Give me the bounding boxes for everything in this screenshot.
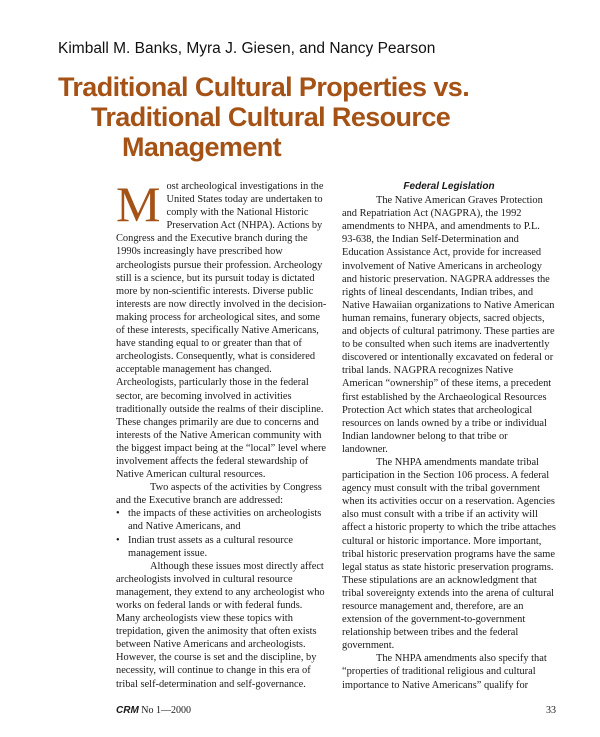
- paragraph: Although these issues most directly affect archeologists involved in cultural resource management, they extend to any archeologist who works on federal lands or with federal funds. Many archeologists view these topics with trepidation, given the animosity that often exists between Native Americans and archeologists. However, the course is set and the discipline, by necessity, will continue to change in this era of tribal self-determination and self-governance.: [116, 560, 325, 690]
- list-item: [116, 534, 328, 560]
- bullet-icon: •: [116, 508, 120, 520]
- section-heading: Federal Legislation: [403, 181, 495, 192]
- paragraph: The Native American Graves Protection and Repatriation Act (NAGPRA), the 1992 amendments to NHPA, and amendments to P.L. 93-638, the Indian Self-Determination and Education Assistance Act, provide for increased involvement of Native Americans in archeology and historic preservation. NAGPRA addresses the rights of lineal descendants, Indian tribes, and Native Hawaiian organizations to Native American human remains, funerary objects, sacred objects, and objects of cultural patrimony. These parties are to be consulted when such items are inadvertently discovered or intentionally excavated on federal or tribal lands. NAGPRA recognizes Native American “ownership” of these items, a precedent first established by the Archaeological Resources Protection Act which states that archeological resources on lands owned by a tribe or individual Indian landowner belong to that tribe or landowner.: [342, 195, 555, 455]
- bullet-list: [116, 507, 328, 559]
- journal-name: CRM: [116, 705, 139, 716]
- page-footer: [116, 705, 556, 719]
- list-item-text: the impacts of these activities on archeologists and Native Americans, and: [128, 508, 322, 533]
- paragraph: The NHPA amendments also specify that “properties of traditional religious and cultural importance to Native Americans” qualify for: [342, 653, 547, 690]
- title-line-2: Traditional Cultural Resource: [91, 102, 451, 132]
- right-column: [342, 180, 556, 690]
- intro-paragraph: [116, 180, 328, 481]
- left-column: [116, 180, 328, 690]
- paragraph: Two aspects of the activities by Congress and the Executive branch are addressed:: [116, 482, 322, 507]
- intro-text: ost archeological investigations in the United States today are undertaken to comply with the National Historic Preservation Act (NHPA). Actions by Congress and the Executive branch during the 1990s increasingly have prescribed how archeologists pursue their profession. Archeology still is a science, but its pursuit today is dictated more by non-scientific interests. Diverse public interests are now directly involved in the decision-making process for archeological sites, and some of these interests, specifically Native Americans, have standing equal to or greater than that of archeologists. Consequently, what is considered acceptable management has changed. Archeologists, particularly those in the federal sector, are becoming involved in activities traditionally outside the realms of their discipline. These changes primarily are due to concerns and interests of the Native American community with the biggest impact being at the “local” level where involvement affects the federal stewardship of Native American cultural resources.: [116, 181, 327, 481]
- article-title: [58, 72, 578, 162]
- title-line-3: Management: [122, 132, 282, 162]
- bullet-icon: •: [116, 534, 120, 546]
- drop-cap: M: [116, 180, 161, 232]
- author-byline: Kimball M. Banks, Myra J. Giesen, and Nancy Pearson: [58, 40, 436, 57]
- title-line-1: Traditional Cultural Properties vs.: [58, 72, 470, 102]
- list-item: [116, 507, 328, 533]
- page-number: 33: [546, 705, 556, 716]
- paragraph: The NHPA amendments mandate tribal participation in the Section 106 process. A federal agency must consult with the tribal government when its activities occur on a reservation. Agencies also must consult with a tribe if an activity will affect a historic property to which the tribe attaches cultural or historic importance. More important, tribal historic preservation programs have the same legal status as state historic preservation programs. These stipulations are an acknowledgment that tribal sovereignty extends into the arena of cultural resource management and, therefore, are an extension of the government-to-government relationship between tribes and the federal government.: [342, 456, 556, 652]
- issue-number: No 1—2000: [141, 705, 192, 716]
- journal-info: [116, 705, 191, 716]
- list-item-text: Indian trust assets as a cultural resource management issue.: [128, 534, 294, 559]
